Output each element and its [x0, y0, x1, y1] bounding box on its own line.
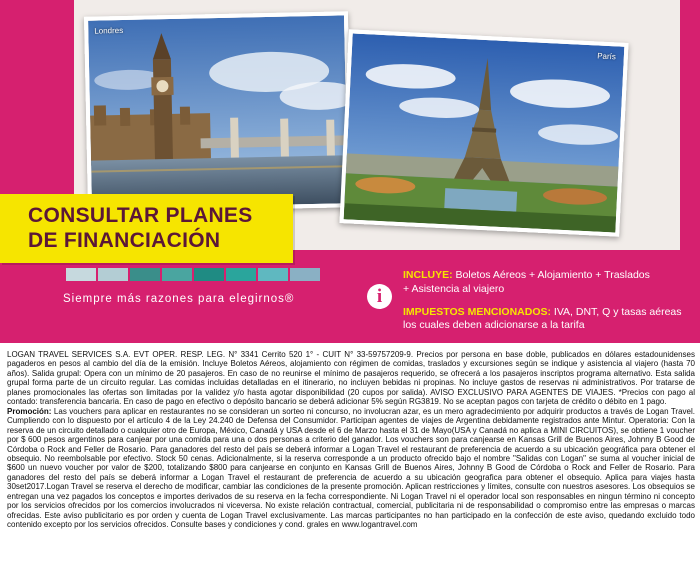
legal-paragraph-1: LOGAN TRAVEL SERVICES S.A. EVT OPER. RESP. LEG. N° 3341 Cerrito 520 1° - CUIT N° 33-59757209-9. Precios por persona en base doble, publicados en dólares estadounidenses pagaderos en pesos al cambio del día de la emisión. Incluye Boletos Aéreos, alojamiento con régimen de comidas, traslados y excursiones según se indique y asistencia al viajero (hasta 70 años). Salida grupal: Opera con un mínimo de 20 pasajeros. En caso de no reunirse el mínimo de pasajeros requerido, se ofrecerá a los pasajeros inscriptos programa alternativo. Esta salida grupal forma parte de un circuito regular. Las comidas incluidas detalladas en el itinerario, no incluyen bebidas ni propinas. No incluye gastos de reservas ni administrativos. Por tratarse de planes promocionales las ofertas son limitadas por la validez y/o hasta agotar disponibilidad (20 cupos por salida). AVISO EXCLUSIVO PARA AGENTES DE VIAJES. *Precios con pago al contado: transferencia bancaria. En caso de pago en efectivo o depósito bancario se deberá adicionar 5% según RG3819. No se aceptan pagos con tarjeta de crédito o débito en 1 pago. [7, 350, 695, 407]
includes-label: INCLUYE: [403, 269, 453, 281]
swatch-5 [194, 268, 224, 281]
tagline: Siempre más razones para elegirnos® [63, 293, 295, 305]
info-icon: i [367, 284, 392, 309]
includes-block [403, 268, 693, 296]
paris-photo [339, 29, 628, 236]
includes-text: Boletos Aéreos + Alojamiento + Traslados [455, 269, 650, 281]
swatch-4 [162, 268, 192, 281]
financing-line-2: DE FINANCIACIÓN [28, 229, 221, 252]
taxes-label: IMPUESTOS MENCIONADOS: [403, 306, 551, 318]
includes-text-2: + Asistencia al viajero [403, 283, 505, 295]
legal-fine-print [7, 350, 695, 530]
legal-paragraph-2 [7, 407, 695, 530]
swatch-2 [98, 268, 128, 281]
swatch-7 [258, 268, 288, 281]
paris-illustration [344, 33, 625, 232]
financing-banner[interactable] [0, 194, 293, 263]
color-swatches [66, 268, 320, 281]
financing-text [28, 203, 253, 253]
paris-caption: París [597, 51, 617, 62]
london-caption: Londres [94, 25, 124, 36]
taxes-text-2: los cuales deben adicionarse a la tarifa [403, 319, 585, 331]
swatch-8 [290, 268, 320, 281]
swatch-3 [130, 268, 160, 281]
london-photo [84, 11, 352, 212]
promotion-text: Las vouchers para aplicar en restaurantes no se consideran un sorteo ni concurso, no involucran azar, es un mero agradecimiento por adquirir productos a través de Logan Travel. Cumpliendo con lo dispuesto por el artículo 4 de la Ley 24.240 de Defensa del Consumidor. Participan agentes de viajes de Argentina debidamente registrados ante Mintur. Operatoria: Con la reserva de un circuito detallado o cualquier otro de Europa, México, Canadá y USA desde el 6 de Marzo hasta el 31 de Mayo(USA y Canadá no aplica a MINI CIRCUITOS), se obtiene 1 voucher por $ 600 pesos argentinos para canjear por una comida para una o dos personas a criterio del ganador. Los vouchers son para canjearse en Kansas Grill de Buenos Aires, Johnny B Good de Córdoba o Rock and Feller de Rosario. Para ganadores del resto del país se deberá informar a Logan Travel el restaurant de preferencia de acuerdo a su ubicación geográfica para obtener el obsequio. No reembolsable por efectivo. Stock 50 cenas. Adicionalmente, si la reserva corresponde a un producto ofrecido bajo el nombre "Salidas con Logan" se suma al voucher inicial de $600 un nuevo voucher por valor de $200, totalizando $800 para canjearse en conjunto en Kansas Grill de Buenos Aires, Johnny B Good de Córdoba o Rock and Feller de Rosario. Para ganadores del resto del país se deberá informar a Logan Travel el restaurant de preferencia de acuerdo a su ubicación geografica para obtener el obsequio. Aplica para viajes hasta 30set2017.Logan Travel se reserva el derecho de modificar, cambiar las condiciones de la presente promoción. Aplican restricciones y límites, consulte con nuestros asesores. Los obsequios se entregan una vez pagados los conceptos e importes derivados de su reserva en la fecha correspondiente. Ni Logan Travel ni el operador local son responsables en ningun término ni concepto por los servicios ofrecidos por los comercios involucrados ni viceversa. No existe relación contractual, comercial, publicitaria ni de responsabilidad o compromiso entre las empresas o marcas ofrecidas. Este aviso publicitario es por orden y cuenta de Logan Travel exclusivamente. Las marcas participantes no han participado en la confección de este aviso, quedando excluido todo contenido excepto por los servicios ofrecidos. Consulte bases y condiciones y cond. grales en www.logantravel.com [7, 406, 695, 530]
taxes-block [403, 306, 693, 332]
swatch-1 [66, 268, 96, 281]
financing-line-1: CONSULTAR PLANES [28, 204, 253, 227]
swatch-6 [226, 268, 256, 281]
taxes-text: IVA, DNT, Q y tasas aéreas [553, 306, 682, 318]
london-illustration [88, 15, 348, 208]
promotion-label: Promoción: [7, 406, 52, 416]
